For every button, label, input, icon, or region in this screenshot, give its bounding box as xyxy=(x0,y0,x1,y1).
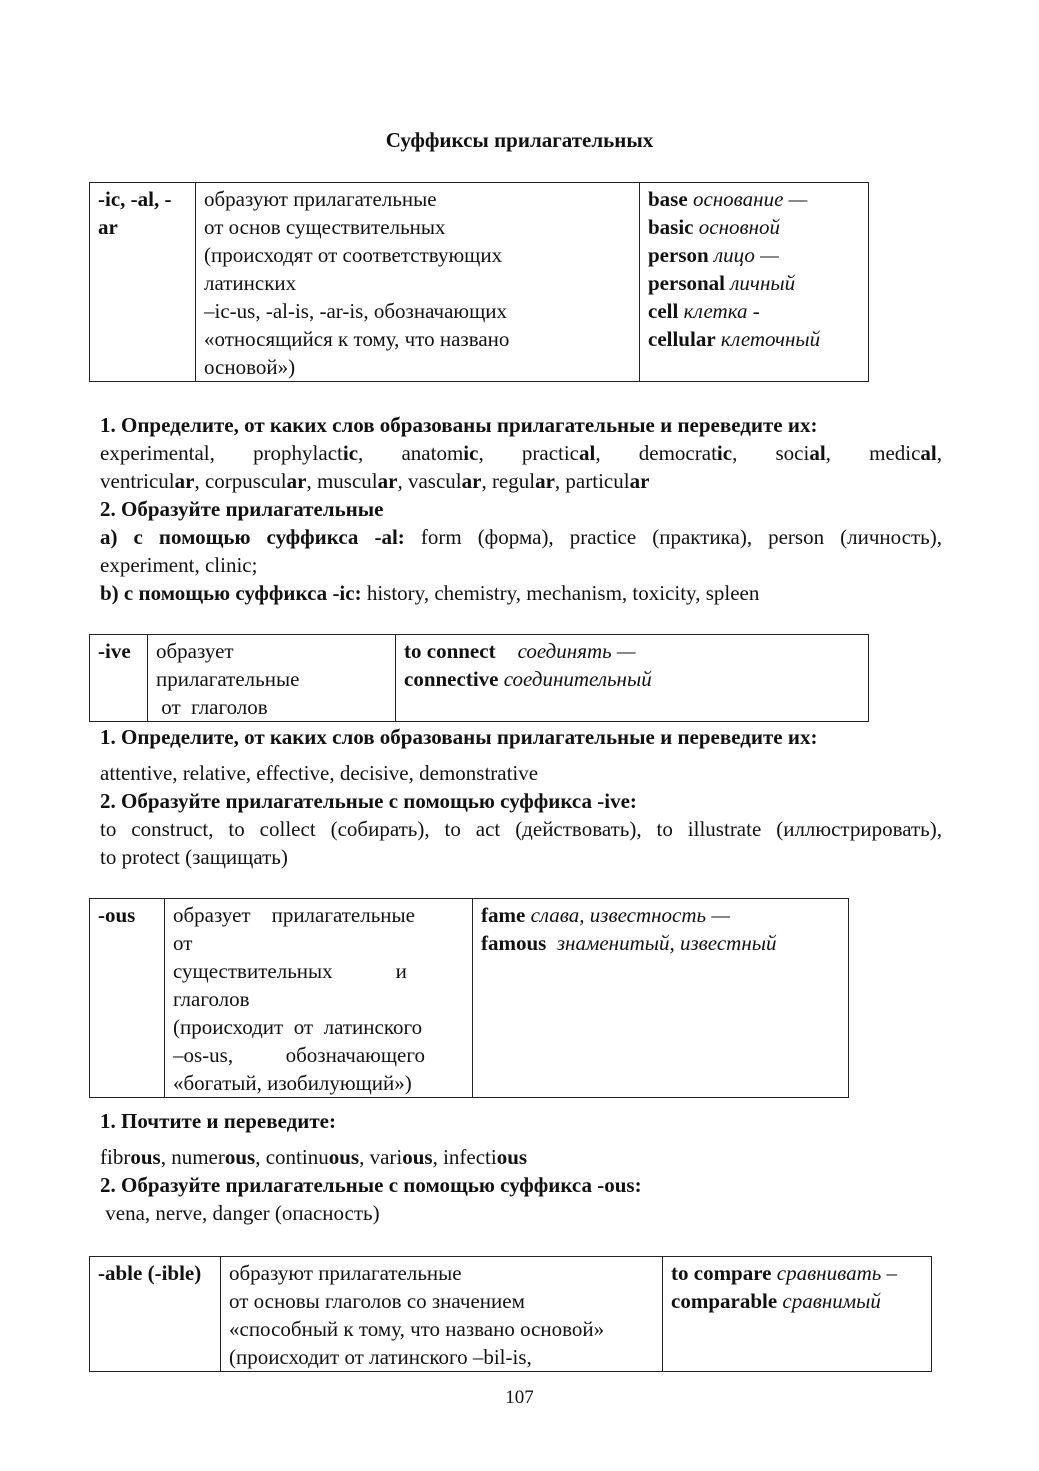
example-translation: основной xyxy=(693,215,781,239)
example-line xyxy=(481,901,840,929)
description-cell xyxy=(221,1257,663,1372)
task-a-words-cont: experiment, clinic; xyxy=(100,553,258,577)
example-translation: слава, известность — xyxy=(525,903,730,927)
word-suffix: ar xyxy=(535,469,555,493)
example-translation: знаменитый, известный xyxy=(546,931,777,955)
example-translation: соединительный xyxy=(498,667,652,691)
word-suffix: ic xyxy=(463,441,479,465)
word-list xyxy=(100,1143,942,1171)
example-word: cellular xyxy=(648,327,716,351)
example-line xyxy=(648,213,860,241)
example-translation: клеточный xyxy=(715,327,821,351)
word-stem: soci xyxy=(775,441,810,465)
description-cell xyxy=(148,635,396,722)
example-line xyxy=(648,297,860,325)
examples-cell xyxy=(473,899,849,1098)
example-translation: личный xyxy=(725,271,796,295)
word-suffix: ar xyxy=(286,469,307,493)
description-line: (происходит от латинского xyxy=(173,1015,423,1039)
word-stem: , xyxy=(595,441,601,465)
word-suffix: ar xyxy=(629,469,650,493)
suffix-cell xyxy=(90,183,196,382)
description-line: от глаголов xyxy=(156,695,268,719)
example-line xyxy=(671,1287,923,1315)
word-stem: , continu xyxy=(255,1145,329,1169)
word-stem: , xyxy=(732,441,738,465)
word-stem: , vari xyxy=(359,1145,403,1169)
example-word: base xyxy=(648,187,688,211)
example-line xyxy=(648,241,860,269)
word-stem: , xyxy=(478,441,484,465)
word-list-line-2: to protect (защищать) xyxy=(100,845,288,869)
description-line: (происходит от латинского –bil-is, xyxy=(229,1345,532,1369)
suffix-line: ar xyxy=(98,215,118,239)
task-a-words: form (форма), practice (практика), person (личность), xyxy=(404,525,942,549)
example-line xyxy=(404,665,860,693)
task-a-label: а) с помощью суффикса xyxy=(100,525,359,549)
word-stem: , numer xyxy=(160,1145,225,1169)
suffix-table-able-ible xyxy=(89,1256,932,1372)
example-word: to compare xyxy=(671,1261,772,1285)
word-list-line-1 xyxy=(100,439,942,467)
example-word: basic xyxy=(648,215,694,239)
task-a-line xyxy=(100,523,942,551)
suffix-line: -ic, -al, - xyxy=(98,187,172,211)
example-translation: лицо — xyxy=(708,243,779,267)
word-stem: , muscul xyxy=(306,469,378,493)
example-word: to connect xyxy=(404,639,496,663)
example-word: connective xyxy=(404,667,499,691)
word-suffix: ous xyxy=(496,1145,528,1169)
word-suffix: al xyxy=(579,441,596,465)
task-b-suffix: -ic: xyxy=(327,581,362,605)
word-suffix: ic xyxy=(716,441,733,465)
word-suffix: ous xyxy=(402,1145,433,1169)
example-line xyxy=(404,637,860,665)
task-heading: 1. Почтите и переведите: xyxy=(100,1109,336,1133)
description-line: «богатый, изобилующий») xyxy=(173,1071,412,1095)
description-line: образуют прилагательные xyxy=(229,1261,462,1285)
example-translation: основание — xyxy=(687,187,808,211)
task-heading: 2. Образуйте прилагательные с помощью суффикса -ous: xyxy=(100,1173,642,1197)
page-number: 107 xyxy=(505,1387,534,1408)
task-b-words: history, chemistry, mechanism, toxicity, spleen xyxy=(361,581,760,605)
task-heading: 2. Образуйте прилагательные с помощью суффикса -ive: xyxy=(100,789,637,813)
example-line xyxy=(671,1259,923,1287)
task-heading: 2. Образуйте прилагательные xyxy=(100,497,384,521)
suffix-cell: -ive xyxy=(90,635,148,722)
description-line: образуют прилагательные xyxy=(204,187,437,211)
word-stem: , xyxy=(936,441,943,465)
word-suffix: ous xyxy=(328,1145,360,1169)
example-word: comparable xyxy=(671,1289,778,1313)
example-word: cell xyxy=(648,299,679,323)
word-stem: , regul xyxy=(481,469,536,493)
description-line: латинских xyxy=(204,271,297,295)
example-line xyxy=(648,325,860,353)
word-suffix: ar xyxy=(461,469,482,493)
suffix-cell: -ous xyxy=(90,899,165,1098)
description-line: от xyxy=(173,931,193,955)
exercise-block-2 xyxy=(100,723,942,871)
examples-cell xyxy=(663,1257,932,1372)
description-line: –ic-us, -al-is, -ar-is, обозначающих xyxy=(204,299,508,323)
word-stem: ventricul xyxy=(100,469,175,493)
word-suffix: ous xyxy=(224,1145,256,1169)
example-translation: клетка - xyxy=(678,299,760,323)
suffix-table-ic-al-ar xyxy=(89,182,869,382)
example-translation: соединять — xyxy=(517,639,636,663)
word-stem: fibr xyxy=(100,1145,131,1169)
example-word: person xyxy=(648,243,709,267)
word-suffix: al xyxy=(920,441,937,465)
word-stem: , xyxy=(358,441,364,465)
word-stem: experimental, xyxy=(100,441,215,465)
task-a-suffix: -al: xyxy=(358,525,405,549)
examples-cell xyxy=(396,635,869,722)
word-suffix: al xyxy=(809,441,826,465)
word-stem: practic xyxy=(521,441,579,465)
word-stem: medic xyxy=(869,441,921,465)
example-line xyxy=(648,269,860,297)
word-stem: , particul xyxy=(554,469,630,493)
word-suffix: ic xyxy=(342,441,359,465)
description-line: (происходят от соответствующих xyxy=(204,243,503,267)
description-line: образует xyxy=(156,639,234,663)
suffix-cell: -able (-ible) xyxy=(90,1257,221,1372)
word-list-line-1: to construct, to collect (собирать), to act (действовать), to illustrate (иллюстрировать), xyxy=(100,817,942,841)
example-line xyxy=(648,185,860,213)
word-suffix: ar xyxy=(174,469,195,493)
description-line: существительных и xyxy=(173,959,407,983)
description-line: глаголов xyxy=(173,987,250,1011)
word-suffix: ar xyxy=(377,469,398,493)
example-word: famous xyxy=(481,931,547,955)
suffix-table-ive xyxy=(89,634,869,722)
word-suffix: ous xyxy=(130,1145,161,1169)
example-word: fame xyxy=(481,903,526,927)
description-line: «способный к тому, что названо основой» xyxy=(229,1317,605,1341)
word-stem: democrat xyxy=(638,441,717,465)
description-line: образует прилагательные xyxy=(173,903,415,927)
example-line xyxy=(481,929,840,957)
description-line: от основ существительных xyxy=(204,215,446,239)
exercise-block-3 xyxy=(100,1107,942,1227)
suffix-table-ous xyxy=(89,898,849,1098)
description-line: основой») xyxy=(204,355,296,379)
description-cell xyxy=(196,183,640,382)
description-line: –os-us, обозначающего xyxy=(173,1043,425,1067)
example-translation: сравнивать – xyxy=(771,1261,898,1285)
word-list: attentive, relative, effective, decisive, demonstrative xyxy=(100,761,539,785)
word-stem: prophylact xyxy=(253,441,343,465)
description-line: от основы глаголов со значением xyxy=(229,1289,525,1313)
task-heading: 1. Определите, от каких слов образованы прилагательные и переведите их: xyxy=(100,725,818,749)
word-stem: , xyxy=(825,441,831,465)
word-stem: , vascul xyxy=(397,469,462,493)
description-line: «относящийся к тому, что названо xyxy=(204,327,510,351)
description-line: прилагательные xyxy=(156,667,300,691)
page-title: Суффиксы прилагательных xyxy=(385,128,654,152)
word-list: vena, nerve, danger (опасность) xyxy=(100,1201,380,1225)
task-heading: 1. Определите, от каких слов образованы прилагательные и переведите их: xyxy=(100,413,818,437)
description-cell xyxy=(165,899,473,1098)
word-stem: anatom xyxy=(401,441,464,465)
task-b-line xyxy=(100,579,942,607)
example-translation: сравнимый xyxy=(777,1289,881,1313)
task-b-label: b) с помощью суффикса xyxy=(100,581,328,605)
word-stem: , corpuscul xyxy=(194,469,287,493)
word-stem: , infecti xyxy=(432,1145,497,1169)
examples-cell xyxy=(640,183,869,382)
word-list-line-2 xyxy=(100,467,942,495)
example-word: personal xyxy=(648,271,726,295)
exercise-block-1 xyxy=(100,411,942,607)
